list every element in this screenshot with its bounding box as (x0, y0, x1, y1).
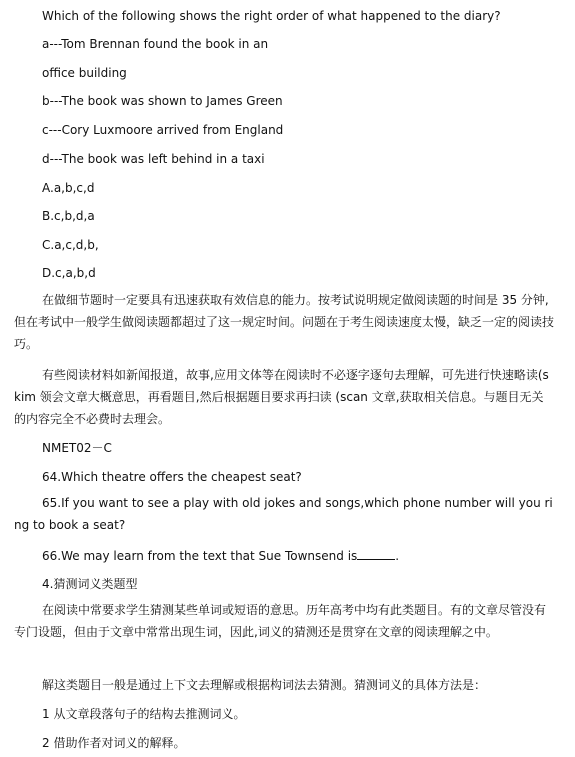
option-b: b---The book was shown to James Green (42, 94, 283, 108)
choice-c: C.a,c,d,b, (42, 238, 99, 252)
question-64: 64.Which theatre offers the cheapest seat? (42, 470, 302, 484)
answer-blank (357, 549, 395, 560)
option-c: c---Cory Luxmoore arrived from England (42, 123, 284, 137)
section-4-heading: 4.猜测词义类题型 (42, 577, 138, 591)
section-4-item1: 1 从文章段落句子的结构去推测词义。 (42, 707, 246, 721)
nmet-label: NMET02－C (42, 441, 112, 455)
section-4-item2: 2 借助作者对词义的解释。 (42, 736, 186, 750)
question-66-text: 66.We may learn from the text that Sue Townsend is (42, 549, 358, 563)
choice-d: D.c,a,b,d (42, 266, 96, 280)
question-66-end: . (395, 549, 400, 563)
option-a-line2: office building (42, 66, 127, 80)
option-a-line1: a---Tom Brennan found the book in an (42, 37, 269, 51)
detail-tip-paragraph: 在做细节题时一定要具有迅速获取有效信息的能力。按考试说明规定做阅读题的时间是 35 分钟,但在考试中一般学生做阅读题都超过了这一规定时间。问题在于考生阅读速度太慢，缺乏一定的阅读技巧。 (14, 293, 555, 351)
question-66 (42, 549, 555, 563)
question-text: Which of the following shows the right order of what happened to the diary? (42, 9, 501, 23)
choice-a: A.a,b,c,d (42, 181, 95, 195)
section-4-intro: 在阅读中常要求学生猜测某些单词或短语的意思。历年高考中均有此类题目。有的文章尽管没有专门设题，但由于文章中常常出现生词，因此,词义的猜测还是贯穿在文章的阅读理解之中。 (14, 603, 547, 639)
section-4-method: 解这类题目一般是通过上下文去理解或根据构词法去猜测。猜测词义的具体方法是： (42, 678, 487, 692)
skim-tip-paragraph: 有些阅读材料如新闻报道，故事,应用文体等在阅读时不必逐字逐句去理解，可先进行快速略读(skim 领会文章大概意思，再看题目,然后根据题目要求再扫读 (scan 文章,获取相关信息。与题目无关的内容完全不必费时去理会。 (14, 368, 549, 426)
option-d: d---The book was left behind in a taxi (42, 152, 265, 166)
choice-b: B.c,b,d,a (42, 209, 95, 223)
question-65: 65.If you want to see a play with old jokes and songs,which phone number will you ring to book a seat? (14, 496, 553, 532)
